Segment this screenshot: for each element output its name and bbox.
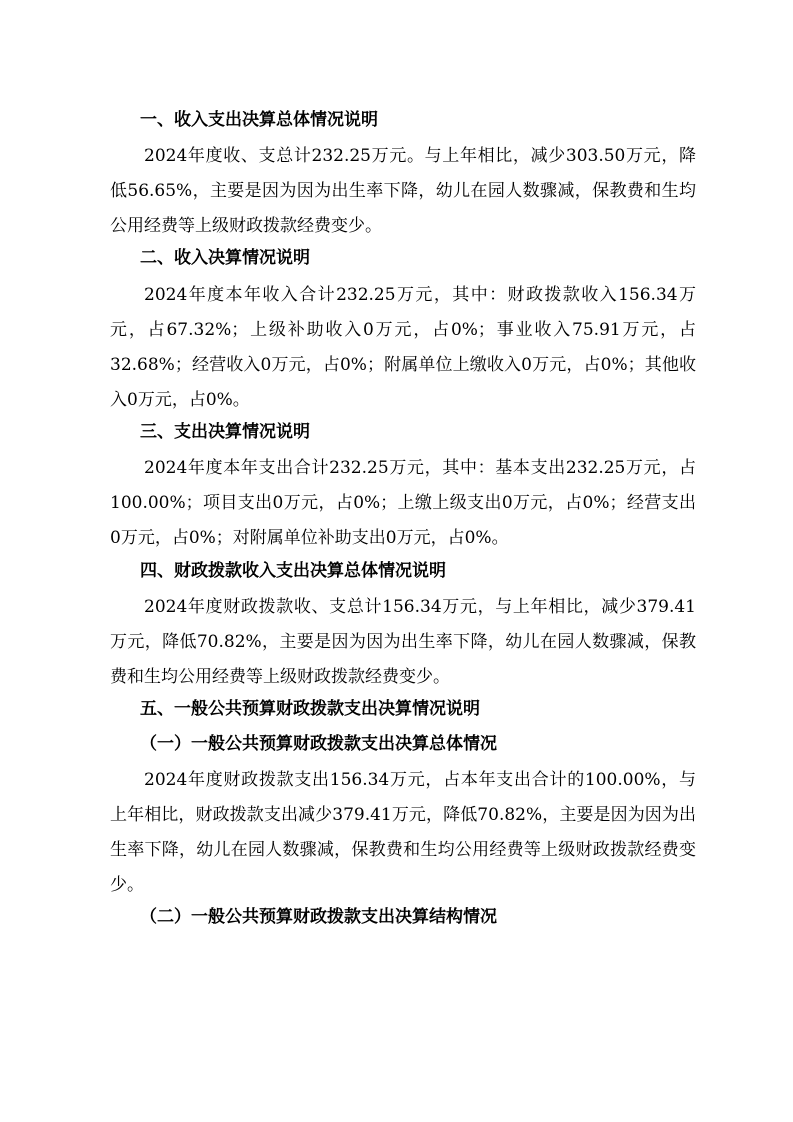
section-4-heading: 四、财政拨款收入支出决算总体情况说明: [140, 561, 446, 581]
section-3-body: 2024年度本年支出合计232.25万元，其中：基本支出232.25万元，占100.00%；项目支出0万元，占0%；上缴上级支出0万元，占0%；经营支出0万元，占0%；对附属单位补助支出0万元，占0%。: [110, 458, 696, 548]
section-3-heading: 三、支出决算情况说明: [140, 422, 310, 442]
section-1-heading: 一、收入支出决算总体情况说明: [140, 110, 378, 130]
subsection-5-1-heading: （一）一般公共预算财政拨款支出决算总体情况: [140, 734, 497, 754]
section-2-heading: 二、收入决算情况说明: [140, 248, 310, 268]
subsection-5-2-heading: （二）一般公共预算财政拨款支出决算结构情况: [140, 907, 497, 927]
subsection-5-1-body: 2024年度财政拨款支出156.34万元，占本年支出合计的100.00%，与上年相比，财政拨款支出减少379.41万元，降低70.82%，主要是因为因为出生率下降，幼儿在园人数骤减，保教费和生均公用经费等上级财政拨款经费变少。: [110, 770, 696, 895]
section-2-body: 2024年度本年收入合计232.25万元，其中：财政拨款收入156.34万元，占67.32%；上级补助收入0万元，占0%；事业收入75.91万元，占32.68%；经营收入0万元，占0%；附属单位上缴收入0万元，占0%；其他收入0万元，占0%。: [110, 285, 696, 410]
section-1-body: 2024年度收、支总计232.25万元。与上年相比，减少303.50万元，降低56.65%，主要是因为因为出生率下降，幼儿在园人数骤减，保教费和生均公用经费等上级财政拨款经费变少。: [110, 146, 696, 236]
section-4-body: 2024年度财政拨款收、支总计156.34万元，与上年相比，减少379.41万元，降低70.82%，主要是因为因为出生率下降，幼儿在园人数骤减，保教费和生均公用经费等上级财政拨款经费变少。: [110, 597, 696, 687]
section-5-heading: 五、一般公共预算财政拨款支出决算情况说明: [140, 699, 480, 719]
